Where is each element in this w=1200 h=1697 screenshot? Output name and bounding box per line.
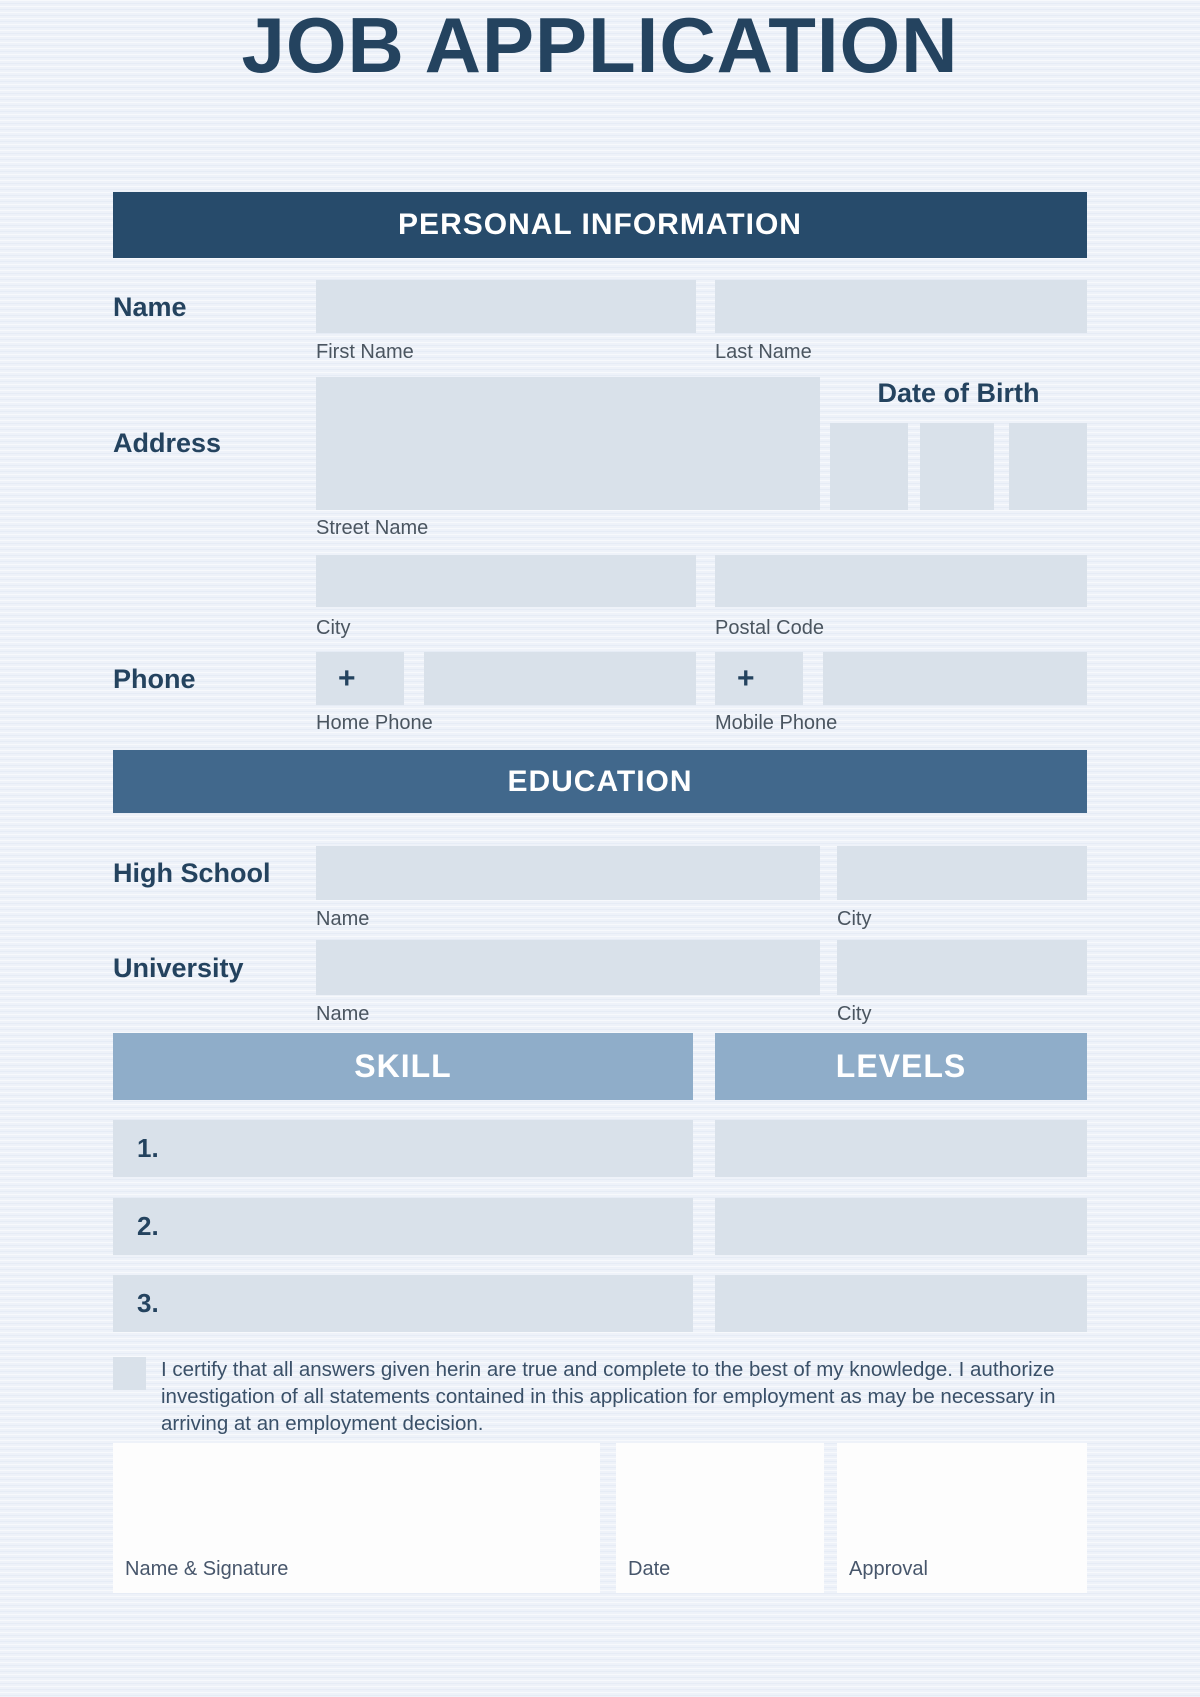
postal-code-caption: Postal Code	[715, 617, 824, 639]
name-signature-box[interactable]	[113, 1443, 600, 1593]
high-school-city-caption: City	[837, 908, 872, 930]
education-header	[113, 750, 1087, 813]
date-of-birth-label: Date of Birth	[877, 378, 1040, 408]
skill-1-input[interactable]	[113, 1120, 693, 1177]
skill-3-number: 3.	[137, 1288, 159, 1318]
university-label: University	[113, 953, 244, 983]
first-name-caption: First Name	[316, 341, 414, 363]
level-1-input[interactable]	[715, 1120, 1087, 1177]
plus-icon: +	[737, 661, 755, 695]
skill-column-header-label: SKILL	[354, 1048, 452, 1084]
home-phone-input[interactable]	[424, 652, 696, 705]
high-school-label: High School	[113, 858, 271, 888]
skill-2-input[interactable]	[113, 1198, 693, 1255]
skill-1-number: 1.	[137, 1133, 159, 1163]
home-phone-caption: Home Phone	[316, 712, 433, 734]
dob-day-input[interactable]	[830, 423, 908, 510]
levels-column-header-label: LEVELS	[835, 1048, 967, 1084]
level-3-input[interactable]	[715, 1275, 1087, 1332]
page-title: JOB APPLICATION	[241, 1, 959, 89]
last-name-input[interactable]	[715, 280, 1087, 333]
name-label: Name	[113, 292, 187, 322]
high-school-name-input[interactable]	[316, 846, 820, 900]
date-box[interactable]	[616, 1443, 824, 1593]
home-phone-prefix-input[interactable]	[316, 652, 404, 705]
personal-information-header-label: PERSONAL INFORMATION	[398, 208, 802, 241]
university-city-caption: City	[837, 1003, 872, 1025]
high-school-name-caption: Name	[316, 908, 370, 930]
last-name-caption: Last Name	[715, 341, 812, 363]
city-caption: City	[316, 617, 351, 639]
mobile-phone-prefix-input[interactable]	[715, 652, 803, 705]
plus-icon: +	[338, 661, 356, 695]
skill-3-input[interactable]	[113, 1275, 693, 1332]
university-city-input[interactable]	[837, 940, 1087, 995]
levels-column-header	[715, 1033, 1087, 1100]
approval-label: Approval	[849, 1558, 928, 1580]
name-signature-label: Name & Signature	[125, 1558, 289, 1580]
approval-box[interactable]	[837, 1443, 1087, 1593]
date-label: Date	[628, 1558, 671, 1580]
high-school-city-input[interactable]	[837, 846, 1087, 900]
city-input[interactable]	[316, 555, 696, 607]
certification-statement: I certify that all answers given herin are true and complete to the best of my knowledge. I authorize investigation of all statements contained in this application for employment as may be necessary in arriving at an employment decision.	[161, 1358, 1056, 1435]
postal-code-input[interactable]	[715, 555, 1087, 607]
university-name-input[interactable]	[316, 940, 820, 995]
skill-2-number: 2.	[137, 1211, 159, 1241]
education-header-label: EDUCATION	[507, 764, 693, 798]
phone-label: Phone	[113, 664, 196, 694]
street-name-caption: Street Name	[316, 517, 429, 539]
mobile-phone-caption: Mobile Phone	[715, 712, 838, 734]
skill-column-header	[113, 1033, 693, 1100]
certify-checkbox[interactable]	[113, 1357, 146, 1390]
mobile-phone-input[interactable]	[823, 652, 1087, 705]
street-name-input[interactable]	[316, 377, 820, 510]
dob-month-input[interactable]	[920, 423, 994, 510]
personal-information-header	[113, 192, 1087, 258]
address-label: Address	[113, 428, 222, 458]
first-name-input[interactable]	[316, 280, 696, 333]
dob-year-input[interactable]	[1009, 423, 1087, 510]
university-name-caption: Name	[316, 1003, 370, 1025]
level-2-input[interactable]	[715, 1198, 1087, 1255]
